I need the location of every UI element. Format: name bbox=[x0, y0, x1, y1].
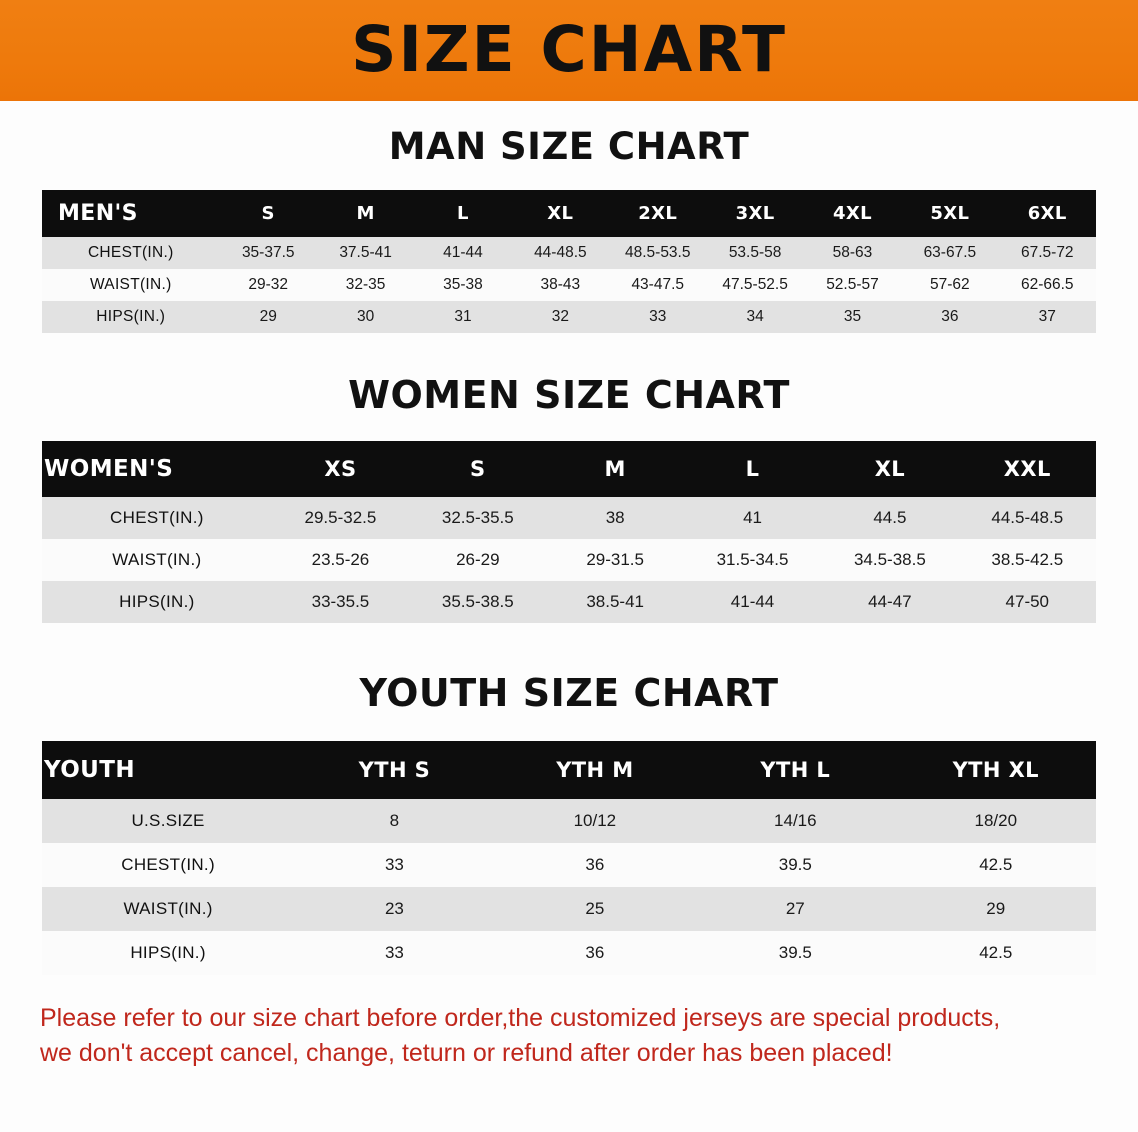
man-table-body bbox=[42, 237, 1096, 333]
table-cell: 8 bbox=[294, 799, 494, 843]
man-size-table bbox=[42, 190, 1096, 333]
table-header-row bbox=[42, 441, 1096, 497]
table-cell: 27 bbox=[695, 887, 895, 931]
table-cell: 26-29 bbox=[409, 539, 546, 581]
youth-table-wrapper bbox=[42, 741, 1096, 975]
column-header-4xl: 4XL bbox=[804, 190, 901, 237]
column-header-3xl: 3XL bbox=[706, 190, 803, 237]
table-cell: 44.5 bbox=[821, 497, 958, 539]
table-cell: 37.5-41 bbox=[317, 237, 414, 269]
table-cell: 23 bbox=[294, 887, 494, 931]
table-row bbox=[42, 237, 1096, 269]
table-cell: 44.5-48.5 bbox=[959, 497, 1096, 539]
table-cell: 25 bbox=[495, 887, 695, 931]
table-cell: 29.5-32.5 bbox=[272, 497, 409, 539]
table-cell: 35.5-38.5 bbox=[409, 581, 546, 623]
row-label: HIPS(IN.) bbox=[42, 581, 272, 623]
table-cell: 33 bbox=[294, 931, 494, 975]
table-row bbox=[42, 269, 1096, 301]
table-row bbox=[42, 581, 1096, 623]
page-title: SIZE CHART bbox=[351, 13, 787, 86]
table-cell: 37 bbox=[999, 301, 1096, 333]
man-table-wrapper bbox=[42, 190, 1096, 333]
table-cell: 32-35 bbox=[317, 269, 414, 301]
table-row bbox=[42, 301, 1096, 333]
row-label: WAIST(IN.) bbox=[42, 539, 272, 581]
table-cell: 32.5-35.5 bbox=[409, 497, 546, 539]
table-row bbox=[42, 887, 1096, 931]
table-row bbox=[42, 539, 1096, 581]
youth-section-title: YOUTH SIZE CHART bbox=[359, 671, 779, 715]
table-cell: 53.5-58 bbox=[706, 237, 803, 269]
table-cell: 10/12 bbox=[495, 799, 695, 843]
table-cell: 52.5-57 bbox=[804, 269, 901, 301]
column-header-s: S bbox=[409, 441, 546, 497]
table-cell: 14/16 bbox=[695, 799, 895, 843]
table-cell: 33 bbox=[294, 843, 494, 887]
table-cell: 31 bbox=[414, 301, 511, 333]
page-banner bbox=[0, 0, 1138, 101]
table-cell: 42.5 bbox=[896, 843, 1096, 887]
table-cell: 44-48.5 bbox=[512, 237, 609, 269]
table-cell: 38.5-42.5 bbox=[959, 539, 1096, 581]
disclaimer-line-2: we don't accept cancel, change, teturn or refund after order has been placed! bbox=[40, 1038, 893, 1067]
row-label: HIPS(IN.) bbox=[42, 931, 294, 975]
column-header-l: L bbox=[684, 441, 821, 497]
table-cell: 44-47 bbox=[821, 581, 958, 623]
table-cell: 31.5-34.5 bbox=[684, 539, 821, 581]
table-header-row bbox=[42, 190, 1096, 237]
table-cell: 67.5-72 bbox=[999, 237, 1096, 269]
column-header-yth-xl: YTH XL bbox=[896, 741, 1096, 799]
table-cell: 32 bbox=[512, 301, 609, 333]
table-cell: 62-66.5 bbox=[999, 269, 1096, 301]
table-cell: 48.5-53.5 bbox=[609, 237, 706, 269]
table-cell: 35 bbox=[804, 301, 901, 333]
table-cell: 39.5 bbox=[695, 931, 895, 975]
column-header-xxl: XXL bbox=[959, 441, 1096, 497]
youth-table-head bbox=[42, 741, 1096, 799]
women-table-body bbox=[42, 497, 1096, 623]
row-label: WAIST(IN.) bbox=[42, 887, 294, 931]
table-cell: 35-38 bbox=[414, 269, 511, 301]
column-header-6xl: 6XL bbox=[999, 190, 1096, 237]
column-header-yth-m: YTH M bbox=[495, 741, 695, 799]
women-table-head bbox=[42, 441, 1096, 497]
column-header-xl: XL bbox=[512, 190, 609, 237]
table-cell: 29-32 bbox=[220, 269, 317, 301]
table-cell: 34 bbox=[706, 301, 803, 333]
table-cell: 41 bbox=[684, 497, 821, 539]
column-header-xl: XL bbox=[821, 441, 958, 497]
table-cell: 33 bbox=[609, 301, 706, 333]
table-row bbox=[42, 799, 1096, 843]
table-cell: 29 bbox=[896, 887, 1096, 931]
table-cell: 30 bbox=[317, 301, 414, 333]
table-cell: 34.5-38.5 bbox=[821, 539, 958, 581]
column-header-yth-l: YTH L bbox=[695, 741, 895, 799]
table-cell: 23.5-26 bbox=[272, 539, 409, 581]
youth-table-body bbox=[42, 799, 1096, 975]
table-cell: 38.5-41 bbox=[546, 581, 683, 623]
table-cell: 41-44 bbox=[684, 581, 821, 623]
column-header-m: M bbox=[546, 441, 683, 497]
youth-size-table bbox=[42, 741, 1096, 975]
table-cell: 33-35.5 bbox=[272, 581, 409, 623]
table-cell: 47.5-52.5 bbox=[706, 269, 803, 301]
women-table-wrapper bbox=[42, 441, 1096, 623]
column-header-yth-s: YTH S bbox=[294, 741, 494, 799]
row-label: CHEST(IN.) bbox=[42, 497, 272, 539]
table-cell: 57-62 bbox=[901, 269, 998, 301]
table-cell: 39.5 bbox=[695, 843, 895, 887]
table-cell: 36 bbox=[495, 931, 695, 975]
row-label: CHEST(IN.) bbox=[42, 843, 294, 887]
row-label: HIPS(IN.) bbox=[42, 301, 220, 333]
table-cell: 43-47.5 bbox=[609, 269, 706, 301]
disclaimer-note bbox=[40, 1001, 1098, 1070]
column-header-l: L bbox=[414, 190, 511, 237]
row-label: U.S.SIZE bbox=[42, 799, 294, 843]
column-header-xs: XS bbox=[272, 441, 409, 497]
column-header-m: M bbox=[317, 190, 414, 237]
table-cell: 63-67.5 bbox=[901, 237, 998, 269]
table-row bbox=[42, 931, 1096, 975]
table-header-row bbox=[42, 741, 1096, 799]
disclaimer-line-1: Please refer to our size chart before order,the customized jerseys are special products, bbox=[40, 1004, 1001, 1032]
table-cell: 35-37.5 bbox=[220, 237, 317, 269]
table-corner-label: WOMEN'S bbox=[42, 441, 272, 497]
man-section-title: MAN SIZE CHART bbox=[388, 125, 750, 168]
table-cell: 58-63 bbox=[804, 237, 901, 269]
table-corner-label: YOUTH bbox=[42, 741, 294, 799]
column-header-5xl: 5XL bbox=[901, 190, 998, 237]
table-cell: 47-50 bbox=[959, 581, 1096, 623]
table-cell: 38-43 bbox=[512, 269, 609, 301]
table-row bbox=[42, 843, 1096, 887]
column-header-2xl: 2XL bbox=[609, 190, 706, 237]
man-table-head bbox=[42, 190, 1096, 237]
row-label: WAIST(IN.) bbox=[42, 269, 220, 301]
table-cell: 41-44 bbox=[414, 237, 511, 269]
women-section-title: WOMEN SIZE CHART bbox=[348, 373, 790, 417]
table-cell: 29 bbox=[220, 301, 317, 333]
table-cell: 18/20 bbox=[896, 799, 1096, 843]
table-row bbox=[42, 497, 1096, 539]
women-size-table bbox=[42, 441, 1096, 623]
table-corner-label: MEN'S bbox=[42, 190, 220, 237]
table-cell: 36 bbox=[901, 301, 998, 333]
table-cell: 36 bbox=[495, 843, 695, 887]
column-header-s: S bbox=[220, 190, 317, 237]
table-cell: 38 bbox=[546, 497, 683, 539]
table-cell: 29-31.5 bbox=[546, 539, 683, 581]
row-label: CHEST(IN.) bbox=[42, 237, 220, 269]
table-cell: 42.5 bbox=[896, 931, 1096, 975]
